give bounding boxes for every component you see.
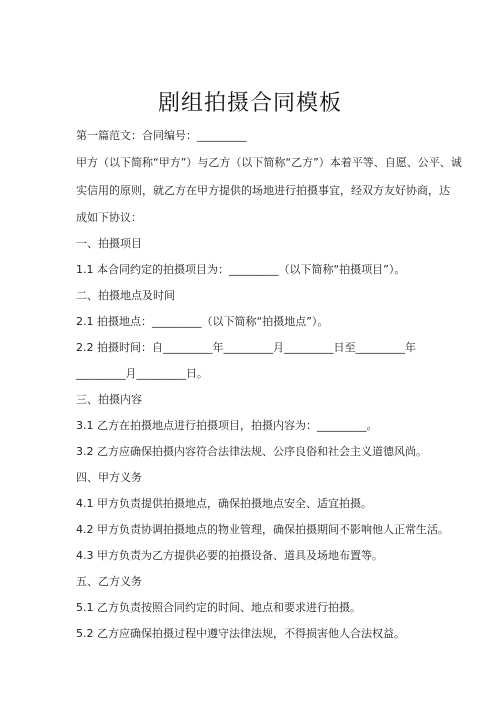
intro-paragraph-line-3: 成如下协议： (76, 211, 142, 224)
contract-number-line: 第一篇范文：合同编号：_________ (76, 129, 247, 142)
section-heading-1: 一、拍摄项目 (76, 237, 142, 250)
intro-paragraph-line-1: 甲方（以下简称“甲方”）与乙方（以下简称“乙方”）本着平等、自愿、公平、诚 (76, 156, 462, 169)
clause-4-1: 4.1 甲方负责提供拍摄地点，确保拍摄地点安全、适宜拍摄。 (76, 497, 372, 510)
clause-4-3: 4.3 甲方负责为乙方提供必要的拍摄设备、道具及场地布置等。 (76, 549, 383, 562)
section-heading-4: 四、甲方义务 (76, 471, 142, 484)
intro-paragraph-line-2: 实信用的原则，就乙方在甲方提供的场地进行拍摄事宜，经双方友好协商，达 (76, 184, 450, 197)
clause-3-1: 3.1 乙方在拍摄地点进行拍摄项目，拍摄内容为：_________。 (76, 419, 378, 432)
section-heading-2: 二、拍摄地点及时间 (76, 289, 175, 302)
clause-5-1: 5.1 乙方负责按照合同约定的时间、地点和要求进行拍摄。 (76, 601, 361, 614)
section-heading-5: 五、乙方义务 (76, 575, 142, 588)
clause-5-2: 5.2 乙方应确保拍摄过程中遵守法律法规，不得损害他人合法权益。 (76, 627, 405, 640)
clause-2-2: 2.2 拍摄时间：自_________年_________月_________日至_________年 (76, 341, 416, 354)
clause-4-2: 4.2 甲方负责协调拍摄地点的物业管理，确保拍摄期间不影响他人正常生活。 (76, 523, 449, 536)
clause-2-2-continued: _________月_________日。 (76, 367, 208, 380)
clause-3-2: 3.2 乙方应确保拍摄内容符合法律法规、公序良俗和社会主义道德风尚。 (76, 445, 427, 458)
clause-2-1: 2.1 拍摄地点：_________（以下简称“拍摄地点”）。 (76, 315, 329, 328)
section-heading-3: 三、拍摄内容 (76, 393, 142, 406)
document-title: 剧组拍摄合同模板 (157, 91, 342, 116)
clause-1-1: 1.1 本合同约定的拍摄项目为：_________（以下简称“拍摄项目”）。 (76, 263, 406, 276)
